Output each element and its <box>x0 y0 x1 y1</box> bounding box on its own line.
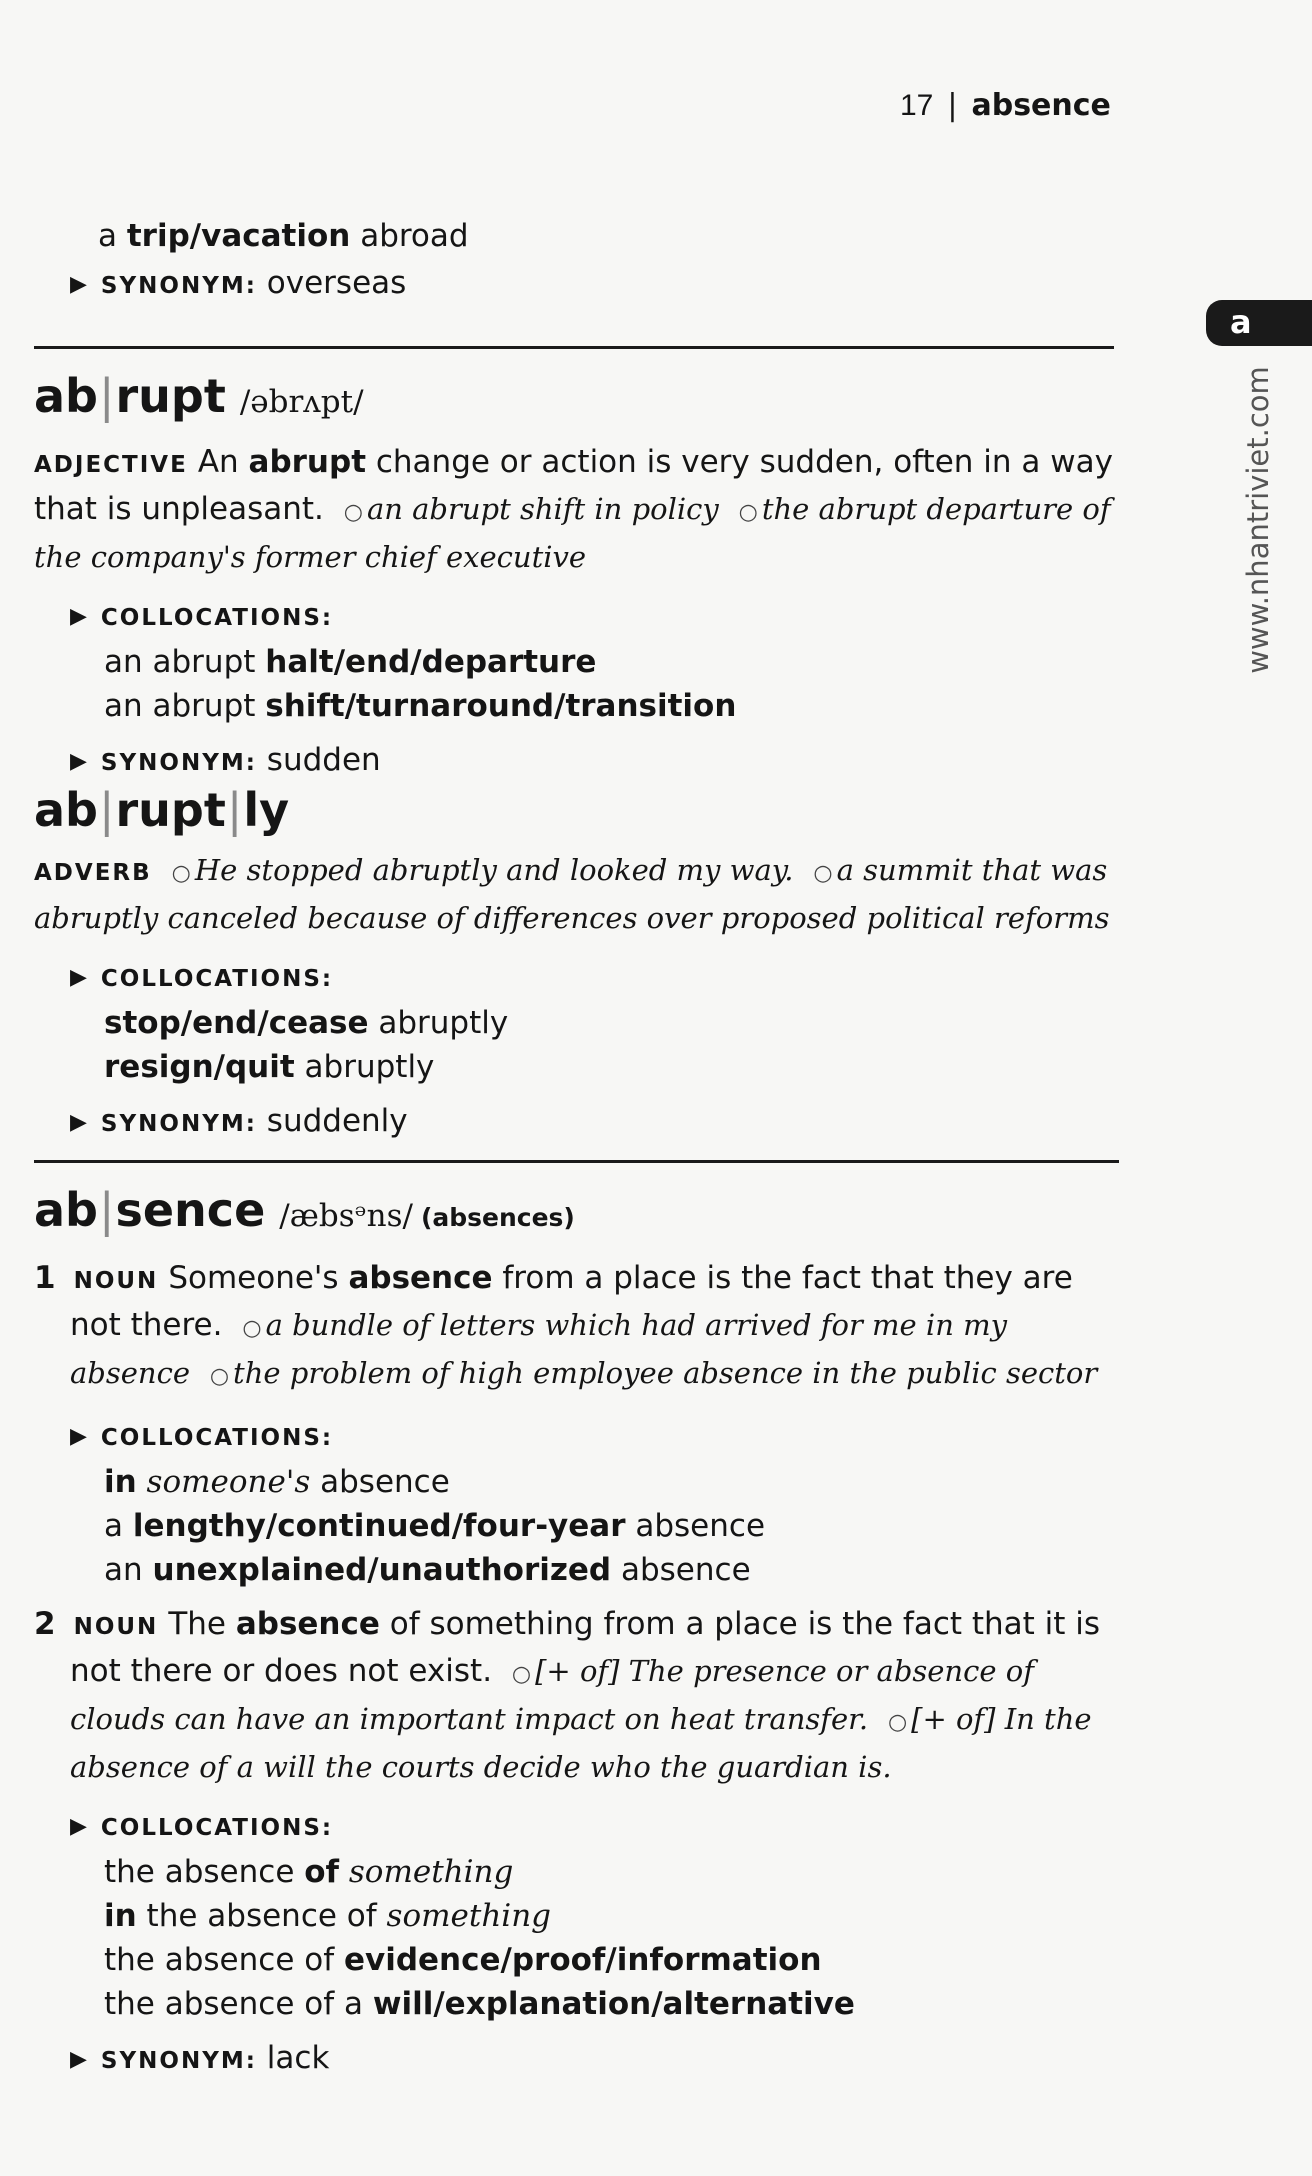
example: He stopped abruptly and looked my way. <box>194 853 794 887</box>
example-bullet-icon: ○ <box>343 500 363 525</box>
header-separator: | <box>947 88 958 123</box>
side-url: www.nhantriviet.com <box>1241 366 1275 674</box>
continued-entry <box>70 214 1098 311</box>
collocation-list <box>104 1460 1114 1592</box>
syllable-divider: | <box>98 1183 115 1237</box>
thumb-index-tab: a <box>1206 300 1312 346</box>
triangle-bullet-icon: ▶ <box>70 1423 87 1449</box>
collocations-label: ▶ COLLOCATIONS: <box>70 603 334 631</box>
collocation: the absence of a will/explanation/alternative <box>104 1986 855 2022</box>
section-divider <box>34 346 1114 349</box>
syllable-divider: | <box>226 783 243 837</box>
definition: ADJECTIVE An abrupt change or action is very sudden, often in a way that is unpleasant. ○ an abrupt shift in policy ○ the abrupt departure of the company's former chief executive <box>34 444 1113 574</box>
sense-number: 2 <box>34 1606 56 1642</box>
collocations-label: ▶ COLLOCATIONS: <box>70 1423 334 1451</box>
headword: ab|rupt|ly <box>34 783 290 837</box>
triangle-bullet-icon: ▶ <box>70 1813 87 1839</box>
page-number: 17 <box>900 89 934 122</box>
example-bullet-icon: ○ <box>171 861 191 886</box>
entry-absence <box>34 1180 1114 2083</box>
example-bullet-icon: ○ <box>738 500 758 525</box>
headword: ab|rupt /əbrʌpt/ <box>34 369 364 423</box>
example: [+ of] In the absence of a will the courts decide who the guardian is. <box>70 1702 1092 1784</box>
part-of-speech: NOUN <box>73 1614 159 1640</box>
example-bullet-icon: ○ <box>511 1662 532 1687</box>
example: a summit that was abruptly canceled because of differences over proposed political reforms <box>34 853 1110 935</box>
entry-abrupt <box>34 366 1114 785</box>
triangle-bullet-icon: ▶ <box>70 271 87 297</box>
definition <box>34 848 1114 940</box>
collocation: an unexplained/unauthorized absence <box>104 1552 751 1588</box>
example: the problem of high employee absence in the public sector <box>233 1356 1098 1390</box>
collocation-list <box>104 1001 1114 1089</box>
collocation: the absence of evidence/proof/information <box>104 1942 822 1978</box>
collocation: an abrupt halt/end/departure <box>104 644 597 680</box>
example-bullet-icon: ○ <box>242 1316 262 1341</box>
continued-collocation: a trip/vacation abroad <box>98 218 469 254</box>
triangle-bullet-icon: ▶ <box>70 1109 87 1135</box>
entry-abruptly <box>34 780 1114 1146</box>
collocation: in someone's absence <box>104 1464 450 1500</box>
synonym-line: ▶ SYNONYM: sudden <box>70 742 381 778</box>
synonym-line: ▶ SYNONYM: suddenly <box>70 1103 408 1139</box>
collocations-label: ▶ COLLOCATIONS: <box>70 964 334 992</box>
synonym-line: ▶ SYNONYM: lack <box>70 2040 330 2076</box>
running-headword: absence <box>971 88 1111 123</box>
syllable-divider: | <box>98 369 115 423</box>
collocation-list <box>104 1850 1114 2026</box>
part-of-speech: NOUN <box>73 1268 159 1294</box>
example-bullet-icon: ○ <box>887 1710 908 1735</box>
collocation-list <box>104 640 1114 728</box>
running-head <box>900 88 1111 123</box>
collocation: stop/end/cease abruptly <box>104 1005 509 1041</box>
part-of-speech: ADVERB <box>34 860 152 886</box>
sense-number: 1 <box>34 1260 56 1296</box>
example-bullet-icon: ○ <box>813 861 833 886</box>
headword: ab|sence /æbsᵊns/ (absences) <box>34 1183 575 1237</box>
pronunciation: /əbrʌpt/ <box>239 384 364 420</box>
collocation: the absence of something <box>104 1854 514 1890</box>
triangle-bullet-icon: ▶ <box>70 603 87 629</box>
collocation: in the absence of something <box>104 1898 552 1934</box>
inflection: (absences) <box>420 1203 575 1232</box>
collocations-label: ▶ COLLOCATIONS: <box>70 1813 334 1841</box>
example: a bundle of letters which had arrived for me in my absence <box>70 1308 1007 1390</box>
collocation: a lengthy/continued/four-year absence <box>104 1508 766 1544</box>
collocation: an abrupt shift/turnaround/transition <box>104 688 737 724</box>
part-of-speech: ADJECTIVE <box>34 452 188 478</box>
collocation: resign/quit abruptly <box>104 1049 435 1085</box>
section-divider <box>34 1160 1119 1163</box>
example: the abrupt departure of the company's former chief executive <box>34 492 1111 574</box>
pronunciation: /æbsᵊns/ <box>279 1198 413 1234</box>
triangle-bullet-icon: ▶ <box>70 964 87 990</box>
sense-1: 1 NOUN Someone's absence from a place is the fact that they are not there. ○ a bundle of letters which had arrived for me in my absence ○ the problem of high employee absence in the public sector <box>34 1260 1098 1390</box>
syllable-divider: | <box>98 783 115 837</box>
continued-synonym: ▶ SYNONYM: overseas <box>70 265 407 301</box>
triangle-bullet-icon: ▶ <box>70 748 87 774</box>
triangle-bullet-icon: ▶ <box>70 2046 87 2072</box>
sense-2: 2 NOUN The absence of something from a place is the fact that it is not there or does not exist. ○ [+ of] The presence or absence of clouds can have an important impact on heat transfer. ○ [+ of] In the absence of a will the courts decide who the guardian is. <box>34 1606 1101 1784</box>
example-bullet-icon: ○ <box>209 1364 230 1389</box>
example: an abrupt shift in policy <box>366 492 719 526</box>
example: [+ of] The presence or absence of clouds can have an important impact on heat transfer. <box>70 1654 1034 1736</box>
